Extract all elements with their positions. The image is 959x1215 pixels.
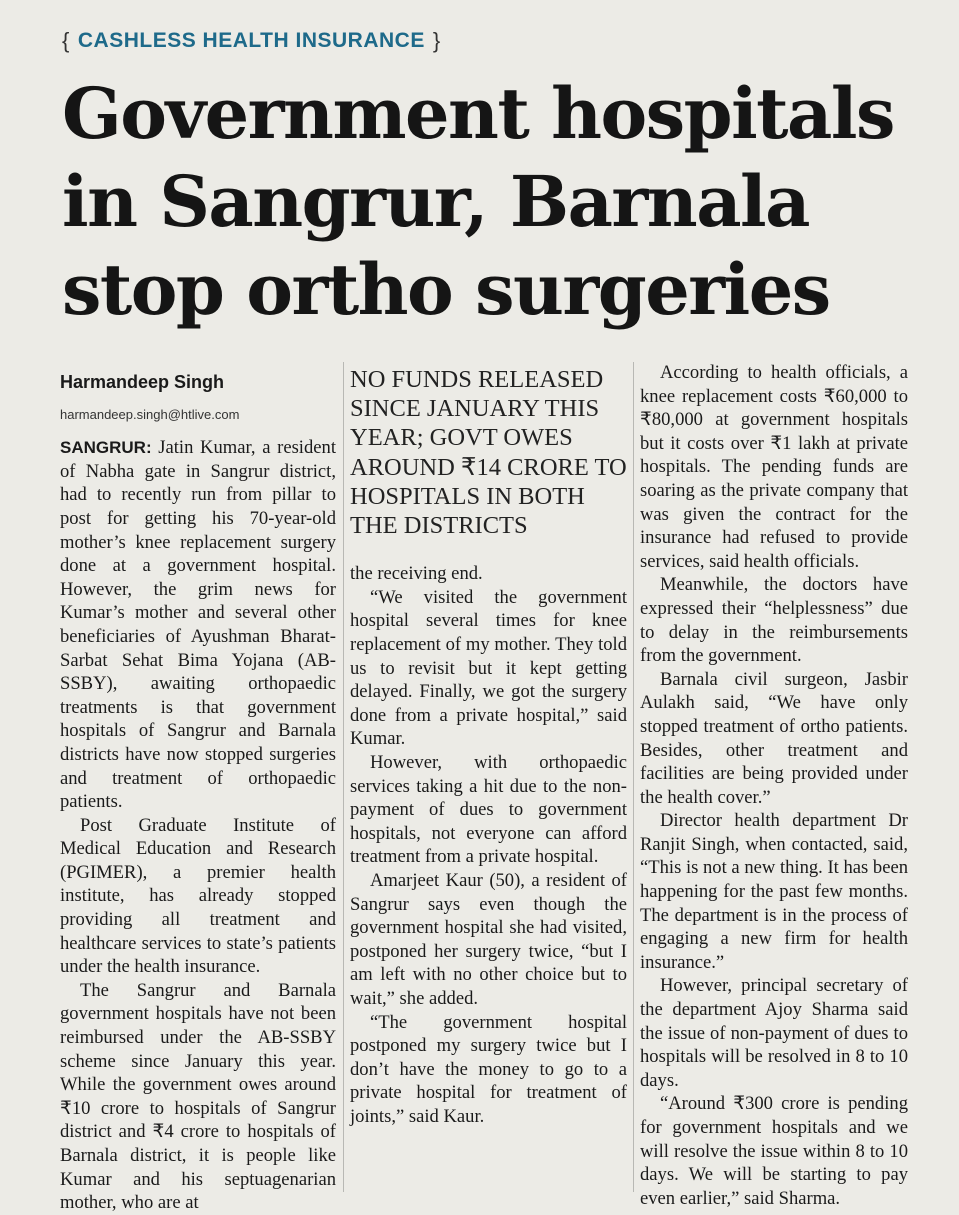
article-paragraph: Meanwhile, the doctors have expressed their “helplessness” due to delay in the reimbursements from the government. — [640, 574, 908, 667]
article-paragraph: Post Graduate Institute of Medical Education and Research (PGIMER), a premier health institute, has already stopped providing all treatment and healthcare services to state’s patients under the health insurance. — [60, 814, 336, 978]
kicker-label: CASHLESS HEALTH INSURANCE — [77, 29, 425, 52]
article-paragraph: The Sangrur and Barnala government hospitals have not been reimbursed under the AB-SSBY scheme since January this year. While the government owes around ₹10 crore to hospitals of Sangrur district and ₹4 crore to hospitals of Barnala district, it is people like Kumar and his septuagenarian mother, who are at — [60, 979, 336, 1214]
article-paragraph: However, with orthopaedic services taking a hit due to the non-payment of dues to government hospitals, not everyone can afford treatment from a private hospital. — [350, 751, 627, 868]
section-kicker — [62, 28, 441, 54]
article-paragraph: According to health officials, a knee replacement costs ₹60,000 to ₹80,000 at government hospitals but it costs over ₹1 lakh at private hospitals. The pending funds are soaring as the private company that was given the contract for the insurance had refused to provide services, said health officials. — [640, 362, 908, 572]
column-divider — [343, 362, 344, 1192]
close-brace-icon: } — [432, 28, 441, 53]
article-paragraph: “Around ₹300 crore is pending for government hospitals and we will resolve the issue within 8 to 10 days. We will be starting to pay even earlier,” said Sharma. — [640, 1093, 908, 1209]
article-paragraph: Director health department Dr Ranjit Singh, when contacted, said, “This is not a new thing. It has been happening for the past few months. The department is in the process of engaging a new firm for health insurance.” — [640, 810, 909, 973]
article-column-1 — [60, 365, 336, 1215]
headline-line: Government hospitals — [62, 72, 894, 155]
article-paragraph: However, principal secretary of the department Ajoy Sharma said the issue of non-payment of dues to hospitals will be resolved in 8 to 10 days. — [640, 975, 908, 1091]
article-column-2 — [350, 365, 627, 1128]
column-divider — [633, 362, 634, 1192]
pull-quote: NO FUNDS RELEASED SINCE JANUARY THIS YEAR; GOVT OWES AROUND ₹14 CRORE TO HOSPITALS IN BOTH THE DISTRICTS — [350, 366, 627, 540]
article-paragraph: Barnala civil surgeon, Jasbir Aulakh said, “We have only stopped treatment of ortho patients. Besides, other treatment and facilities are being provided under the health cover.” — [640, 668, 908, 808]
headline-line: stop ortho surgeries — [62, 248, 830, 331]
article-paragraph: Amarjeet Kaur (50), a resident of Sangrur says even though the government hospital she had visited, postponed her surgery twice, “but I am left with no other choice but to wait,” she added. — [350, 869, 627, 1009]
headline — [62, 70, 922, 334]
headline-line: in Sangrur, Barnala — [62, 160, 810, 243]
article-paragraph: “We visited the government hospital several times for knee replacement of my mother. They told us to revisit but it kept getting delayed. Finally, we got the surgery done from a private hospital,” said Kumar. — [350, 586, 627, 750]
article-column-3 — [640, 361, 908, 1210]
paragraph-text: Jatin Kumar, a resident of Nabha gate in Sangrur district, had to recently run from pillar to post for getting his 70-year-old mother’s knee replacement surgery done at a government hospital. However, the grim news for Kumar’s mother and several other beneficiaries of Ayushman Bharat-Sarbat Sehat Bima Yojana (AB-SSBY), awaiting orthopaedic treatments is that government hospitals of Sangrur and Barnala districts have now stopped surgeries and treatment of orthopaedic patients. — [60, 437, 336, 813]
article-paragraph — [60, 436, 336, 814]
article-paragraph: the receiving end. — [350, 563, 483, 585]
author-email: harmandeep.singh@htlive.com — [60, 406, 240, 422]
author-byline: Harmandeep Singh — [60, 372, 225, 392]
open-brace-icon: { — [62, 28, 70, 53]
article-paragraph: “The government hospital postponed my surgery twice but I don’t have the money to go to a private hospital for treatment of joints,” said Kaur. — [350, 1011, 627, 1127]
dateline: SANGRUR: — [60, 438, 152, 458]
